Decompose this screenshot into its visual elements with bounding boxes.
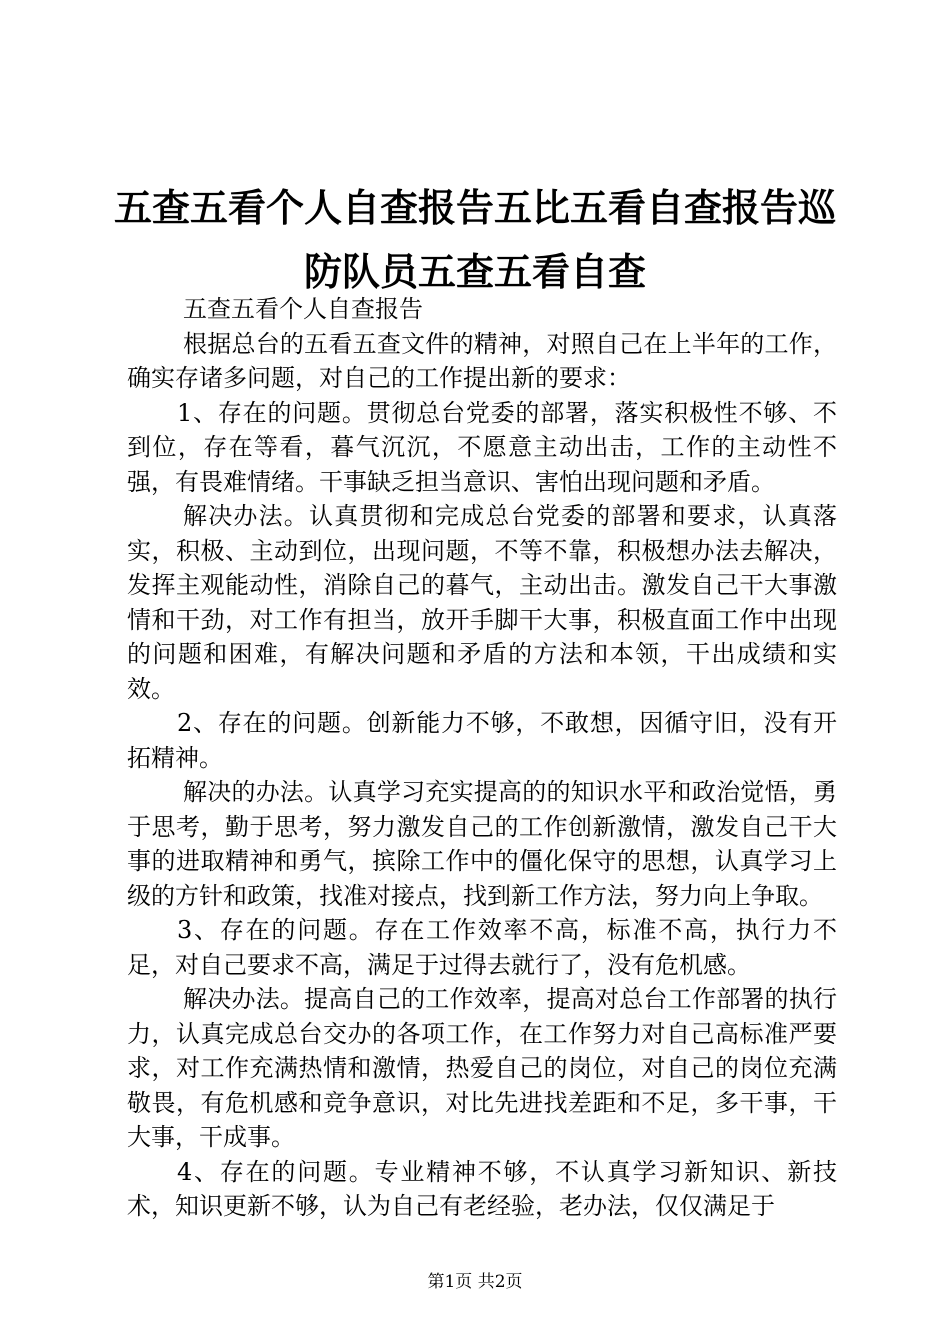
paragraph: 4、存在的问题。专业精神不够，不认真学习新知识、新技术，知识更新不够，认为自己有老经验，老办法，仅仅满足于 <box>127 1157 837 1220</box>
paragraph: 五查五看个人自查报告 <box>183 295 423 323</box>
paragraph: 根据总台的五看五查文件的精神，对照自己在上半年的工作，确实存诸多问题，对自己的工作提出新的要求： <box>127 329 837 392</box>
document-title: 五查五看个人自查报告五比五看自查报告巡防队员五查五看自查 <box>113 186 836 294</box>
paragraph: 2、存在的问题。创新能力不够，不敢想，因循守旧，没有开拓精神。 <box>127 709 837 772</box>
paragraph: 1、存在的问题。贯彻总台党委的部署，落实积极性不够、不到位，存在等看，暮气沉沉，不愿意主动出击，工作的主动性不强，有畏难情绪。干事缺乏担当意识、害怕出现问题和矛盾。 <box>127 398 837 496</box>
paragraph: 解决办法。认真贯彻和完成总台党委的部署和要求，认真落实，积极、主动到位，出现问题，不等不靠，积极想办法去解决，发挥主观能动性，消除自己的暮气，主动出击。激发自己干大事激情和干劲，对工作有担当，放开手脚干大事，积极直面工作中出现的问题和困难，有解决问题和矛盾的方法和本领，干出成绩和实效。 <box>127 502 837 703</box>
document-body <box>127 292 837 1224</box>
paragraph: 3、存在的问题。存在工作效率不高，标准不高，执行力不足，对自己要求不高，满足于过得去就行了，没有危机感。 <box>127 916 837 979</box>
page-footer: 第1页 共2页 <box>427 1272 523 1292</box>
paragraph: 解决办法。提高自己的工作效率，提高对总台工作部署的执行力，认真完成总台交办的各项工作，在工作努力对自己高标准严要求，对工作充满热情和激情，热爱自己的岗位，对自己的岗位充满敬畏，有危机感和竞争意识，对比先进找差距和不足，多干事，干大事，干成事。 <box>127 985 837 1151</box>
paragraph: 解决的办法。认真学习充实提高的的知识水平和政治觉悟，勇于思考，勤于思考，努力激发自己的工作创新激情，激发自己干大事的进取精神和勇气，摈除工作中的僵化保守的思想，认真学习上级的方针和政策，找准对接点，找到新工作方法，努力向上争取。 <box>127 778 837 910</box>
